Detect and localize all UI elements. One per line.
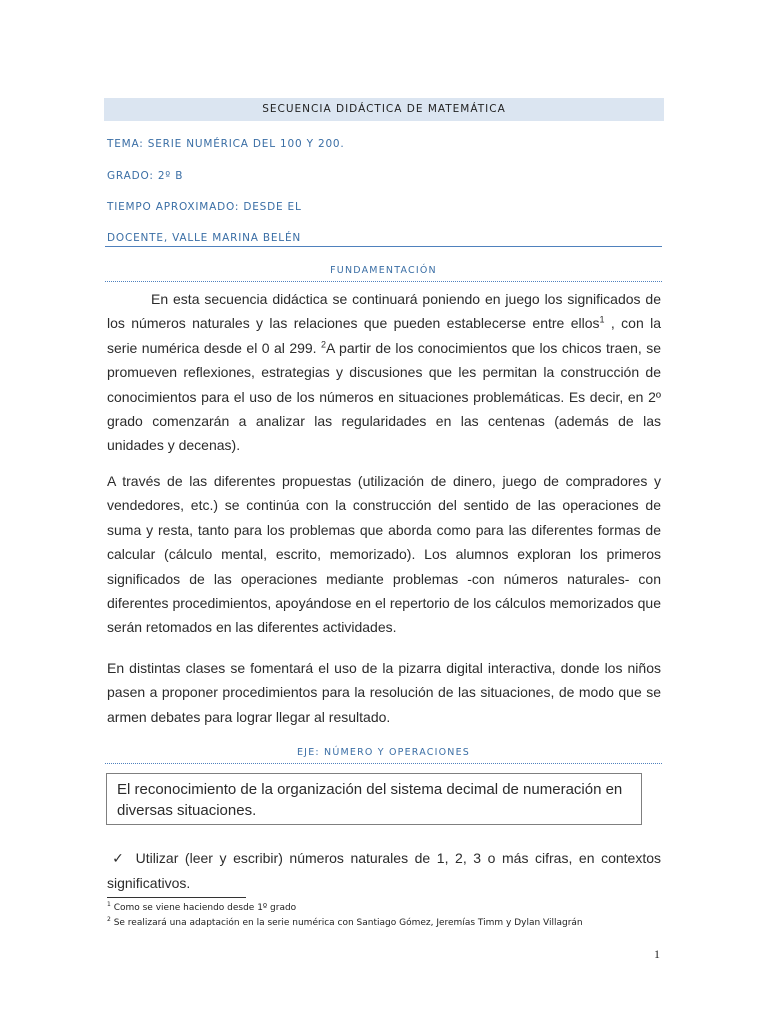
footnote-separator <box>107 897 246 898</box>
objective-text: El reconocimiento de la organización del sistema decimal de numeración en diversas situaciones. <box>117 781 623 819</box>
paragraph-2: A través de las diferentes propuestas (utilización de dinero, juego de compradores y vendedores, etc.) se continúa con la construcción del sentido de las operaciones de suma y resta, tanto para los problemas que aborda como para las diferentes formas de calcular (cálculo mental, escrito, memorizado). Los alumnos exploran los primeros significados de las operaciones mediante problemas -con números naturales- con diferentes procedimientos, apoyándose en el repertorio de los cálculos memorizados que serán retomados en las diferentes actividades. <box>107 473 661 636</box>
footnote-1-number: 1 <box>107 901 111 908</box>
footnote-ref-2: 2 <box>321 339 327 350</box>
tema-line: TEMA: SERIE NUMÉRICA DEL 100 Y 200. <box>107 138 345 150</box>
fundamentacion-heading: FUNDAMENTACIÓN <box>330 265 437 276</box>
footnote-1 <box>107 903 667 913</box>
document-title: SECUENCIA DIDÁCTICA DE MATEMÁTICA <box>104 98 664 121</box>
paragraph-1-text-b: , con la serie numérica desde el 0 al 299. <box>107 315 661 356</box>
checklist-item <box>107 846 661 896</box>
objective-box <box>106 773 642 825</box>
paragraph-3: En distintas clases se fomentará el uso de la pizarra digital interactiva, donde los niños pasen a proponer procedimientos para la resolución de las situaciones, de modo que se armen debates para lograr llegar al resultado. <box>107 660 661 725</box>
paragraph-1-text-c: A partir de los conocimientos que los chicos traen, se promueven reflexiones, estrategias y discusiones que les permitan la construcción de conocimientos para el uso de los números en situaciones problemáticas. Es decir, en 2º grado comenzarán a analizar las regularidades en las centenas (además de las unidades y decenas). <box>107 339 662 454</box>
paragraph-1 <box>107 287 661 458</box>
footnote-ref-1: 1 <box>599 314 605 325</box>
checkmark-icon: ✓ <box>112 851 124 867</box>
page-number: 1 <box>654 947 660 961</box>
footnote-2-number: 2 <box>107 916 111 923</box>
checklist-item-text: Utilizar (leer y escribir) números naturales de 1, 2, 3 o más cifras, en contextos significativos. <box>107 850 661 892</box>
header-divider <box>105 246 662 247</box>
paragraph-1-text-a: En esta secuencia didáctica se continuará poniendo en juego los significados de los números naturales y las relaciones que pueden establecerse entre ellos <box>107 291 661 332</box>
footnote-1-text: Como se viene haciendo desde 1º grado <box>110 903 297 913</box>
grado-line: GRADO: 2º B <box>107 170 184 182</box>
tiempo-line: TIEMPO APROXIMADO: DESDE EL <box>107 201 302 213</box>
eje-heading: EJE: NÚMERO Y OPERACIONES <box>296 747 470 758</box>
section-divider <box>105 763 662 764</box>
section-divider <box>105 281 662 282</box>
footnote-2 <box>107 918 667 928</box>
docente-line: DOCENTE, VALLE MARINA BELÉN <box>107 232 302 244</box>
footnote-2-text: Se realizará una adaptación en la serie numérica con Santiago Gómez, Jeremías Timm y Dylan Villagrán <box>110 918 583 928</box>
